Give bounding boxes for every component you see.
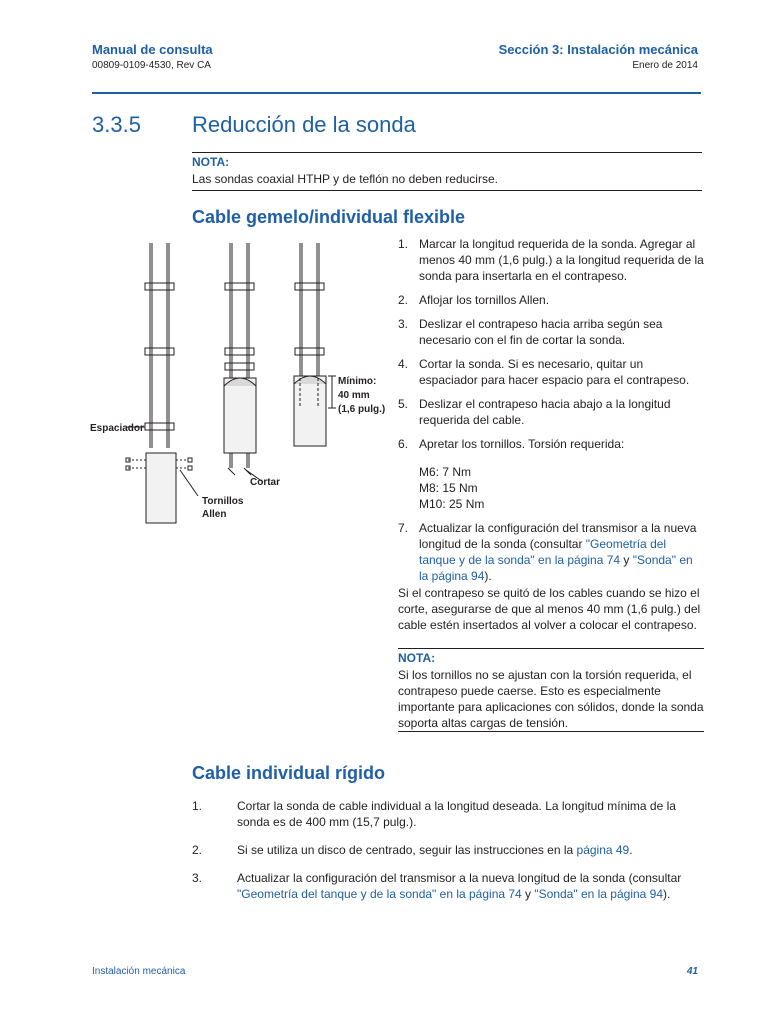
link-geometry[interactable]: "Geometría del tanque y de la sonda" en la página 74 xyxy=(237,887,522,901)
section-header-title: Sección 3: Instalación mecánica xyxy=(498,42,698,57)
link-probe[interactable]: "Sonda" en la página 94 xyxy=(419,553,693,583)
list-item xyxy=(398,520,704,584)
list-item xyxy=(398,396,704,428)
step-text: Cortar la sonda de cable individual a la longitud deseada. La longitud mínima de la sonda es de 400 mm (15,7 pulg.). xyxy=(237,799,676,829)
note-rule-top xyxy=(192,152,702,153)
link-geometry[interactable]: "Geometría del tanque y de la sonda" en la página 74 xyxy=(419,537,667,567)
note-text: Las sondas coaxial HTHP y de teflón no deben reducirse. xyxy=(192,172,498,186)
footer-section: Instalación mecánica xyxy=(92,966,186,977)
note2-rule-top xyxy=(398,648,704,649)
list-item xyxy=(192,842,704,858)
step-number: 4. xyxy=(398,357,409,371)
step-text xyxy=(237,842,704,858)
step-text: Aflojar los tornillos Allen. xyxy=(419,293,550,307)
step-text xyxy=(419,520,704,584)
section-title: Reducción de la sonda xyxy=(192,112,416,137)
step-text xyxy=(237,870,704,902)
list-item xyxy=(398,292,704,308)
step-text: Apretar los tornillos. Torsión requerida: xyxy=(419,437,625,451)
torque-values xyxy=(398,464,704,512)
note2-rule-bottom xyxy=(398,731,704,732)
label-min-2: 40 mm xyxy=(338,390,370,401)
torque-m6: M6: 7 Nm xyxy=(419,465,472,479)
step-number: 2. xyxy=(398,293,409,307)
note-label: NOTA: xyxy=(192,155,230,169)
label-allen-1: Tornillos xyxy=(202,496,244,507)
step-text-part: ). xyxy=(484,569,492,583)
date: Enero de 2014 xyxy=(632,60,698,71)
step-number: 6. xyxy=(398,437,409,451)
step-text-part: ). xyxy=(663,887,671,901)
list-item xyxy=(398,236,704,284)
page-number: 41 xyxy=(686,966,698,977)
note-rule-bottom xyxy=(192,190,702,191)
step-text: Deslizar el contrapeso hacia arriba según sea necesario con el fin de cortar la sonda. xyxy=(419,317,663,347)
step-number: 1. xyxy=(398,237,409,251)
manual-title: Manual de consulta xyxy=(92,42,213,57)
label-cut: Cortar xyxy=(250,477,281,488)
step-number: 7. xyxy=(398,521,409,535)
reinsert-paragraph: Si el contrapeso se quitó de los cables cuando se hizo el corte, asegurarse de que al menos 40 mm (1,6 pulg.) del cable estén insertados al volver a colocar el contrapeso. xyxy=(398,586,701,632)
step-text-part: Si se utiliza un disco de centrado, seguir las instrucciones en la xyxy=(237,843,577,857)
probe-cut-figure xyxy=(88,238,388,528)
note2-label: NOTA: xyxy=(398,651,436,665)
label-min-1: Mínimo: xyxy=(338,376,377,387)
doc-number: 00809-0109-4530, Rev CA xyxy=(92,60,211,71)
link-page-49[interactable]: página 49 xyxy=(576,843,630,857)
label-allen-2: Allen xyxy=(202,509,227,520)
step-text: Deslizar el contrapeso hacia abajo a la longitud requerida del cable. xyxy=(419,397,671,427)
list-item xyxy=(398,436,704,452)
step-text-part: Actualizar la configuración del transmisor a la nueva longitud de la sonda (consultar xyxy=(237,871,682,885)
step-text-part: Actualizar la configuración del transmisor a la nueva longitud de la sonda (consultar xyxy=(419,521,697,551)
subsection-title-rigid: Cable individual rígido xyxy=(192,763,386,783)
step-number: 3. xyxy=(192,871,203,885)
torque-m10: M10: 25 Nm xyxy=(419,497,485,511)
step-text-part: y xyxy=(620,553,633,567)
torque-m8: M8: 15 Nm xyxy=(419,481,478,495)
step-text: Marcar la longitud requerida de la sonda. Agregar al menos 40 mm (1,6 pulg.) a la longitud requerida de la sonda para insertarla en el contrapeso. xyxy=(419,237,704,283)
step-number: 5. xyxy=(398,397,409,411)
list-item xyxy=(192,870,704,902)
flexible-steps xyxy=(398,236,704,592)
step-text-part: y xyxy=(521,887,535,901)
list-item xyxy=(192,798,704,830)
rigid-steps xyxy=(192,798,704,914)
note2-text: Si los tornillos no se ajustan con la torsión requerida, el contrapeso puede caerse. Esto es especialmente importante para aplicaciones con sólidos, donde la sonda soporta altas cargas de tensión. xyxy=(398,668,704,730)
step-number: 2. xyxy=(192,843,203,857)
list-item xyxy=(398,316,704,348)
step-text: Cortar la sonda. Si es necesario, quitar un espaciador para hacer espacio para el contrapeso. xyxy=(419,357,690,387)
header-rule xyxy=(92,92,701,94)
subsection-title-flexible: Cable gemelo/individual flexible xyxy=(192,207,466,227)
label-min-3: (1,6 pulg.) xyxy=(338,404,386,415)
list-item xyxy=(398,356,704,388)
step-number: 1. xyxy=(192,799,203,813)
label-spacer: Espaciador xyxy=(90,423,144,434)
step-text-part: . xyxy=(629,843,633,857)
section-number: 3.3.5 xyxy=(92,112,141,137)
step-number: 3. xyxy=(398,317,409,331)
link-probe[interactable]: "Sonda" en la página 94 xyxy=(534,887,664,901)
